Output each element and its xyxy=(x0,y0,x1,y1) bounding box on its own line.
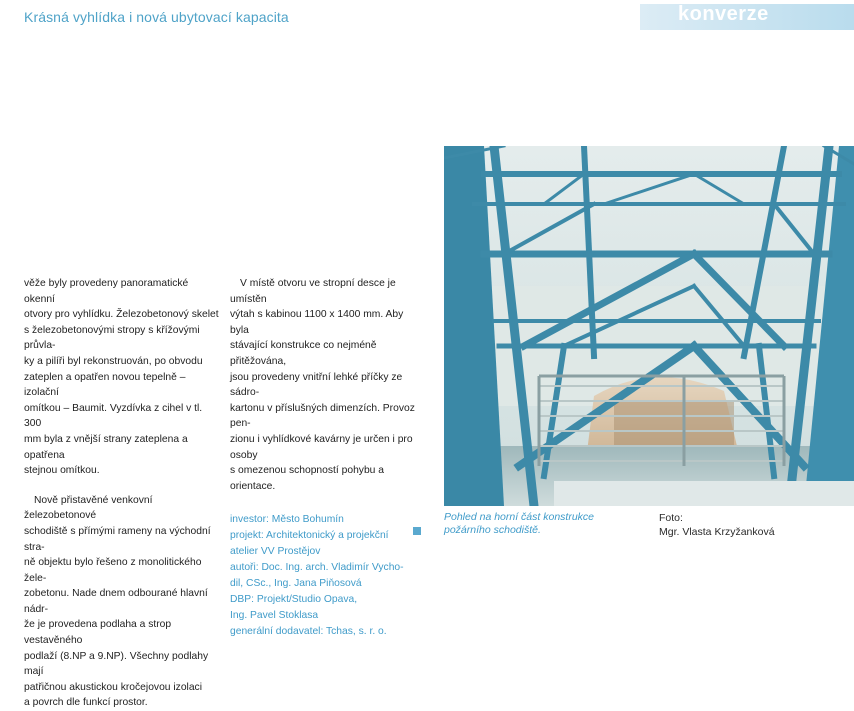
project-credits xyxy=(230,512,420,640)
paragraph-1 xyxy=(24,276,220,479)
credit-line: atelier VV Prostějov xyxy=(230,546,321,558)
caption-line: Pohled na horní část konstrukce xyxy=(444,511,595,523)
text-line: výtah s kabinou 1100 x 1400 mm. Aby byla xyxy=(230,309,404,336)
text-line: Nově přistavěné venkovní železobetonové xyxy=(24,494,153,522)
text-line: s omezenou schopností pohybu a orientace. xyxy=(230,465,384,492)
text-line: a povrch dle funkcí prostor. xyxy=(24,697,148,709)
text-line: patřičnou akustickou kročejovou izolaci xyxy=(24,681,202,693)
photographer-name: Mgr. Vlasta Krzyžanková xyxy=(659,526,775,538)
text-line: zateplen a opatřen novou tepelně – izolační xyxy=(24,371,186,399)
credit-line: dil, CSc., Ing. Jana Piňosová xyxy=(230,578,362,590)
text-line: ky a pilíři byl rekonstruován, po obvodu xyxy=(24,355,203,367)
text-line: V místě otvoru ve stropní desce je umístěn xyxy=(230,278,396,305)
credit-line: generální dodavatel: Tchas, s. r. o. xyxy=(230,626,387,638)
credit-line: DBP: Projekt/Studio Opava, xyxy=(230,594,358,606)
staircase-photo xyxy=(444,146,854,506)
credit-line: autoři: Doc. Ing. arch. Vladimír Vycho- xyxy=(230,562,404,574)
section-tag xyxy=(640,4,854,30)
text-line: omítkou – Baumit. Vyzdívka z cihel v tl. 300 xyxy=(24,402,203,430)
article-title: Krásná vyhlídka i nová ubytovací kapacita xyxy=(24,9,289,25)
text-line: s železobetonovými stropy s křížovými průvla- xyxy=(24,324,200,352)
text-line: jsou provedeny vnitřní lehké příčky ze sádro- xyxy=(230,371,403,399)
text-line: stávající konstrukce co nejméně přitěžována, xyxy=(230,340,377,367)
text-line: kartonu v příslušných dimenzích. Provoz pen- xyxy=(230,402,415,430)
text-column-left xyxy=(24,276,220,711)
caption-line: požárního schodiště. xyxy=(444,524,541,536)
text-line: stejnou omítkou. xyxy=(24,465,100,477)
text-line: ně objektu bylo řešeno z monolitického žele- xyxy=(24,557,202,584)
text-line: zobetonu. Nade dnem odbourané hlavní nádr- xyxy=(24,588,208,615)
text-line: že je provedena podlaha a strop vestavěného xyxy=(24,619,172,647)
end-of-article-mark xyxy=(413,527,421,535)
text-line: schodiště s přímými rameny na východní stra- xyxy=(24,525,211,553)
text-column-middle xyxy=(230,276,420,640)
text-line: podlaží (8.NP a 9.NP). Všechny podlahy mají xyxy=(24,650,209,678)
photo-caption xyxy=(444,511,644,537)
credit-line: projekt: Architektonický a projekční xyxy=(230,530,389,542)
photo-credit xyxy=(659,511,849,539)
text-line: otvory pro vyhlídku. Železobetonový skelet xyxy=(24,309,219,321)
credit-line: Ing. Pavel Stoklasa xyxy=(230,610,319,622)
paragraph-2 xyxy=(24,493,220,711)
credit-line: investor: Město Bohumín xyxy=(230,514,344,526)
text-line: zionu i vyhlídkové kavárny je určen i pro osoby xyxy=(230,433,413,461)
text-line: mm byla z vnější strany zateplena a opatřena xyxy=(24,433,188,461)
credit-label: Foto: xyxy=(659,512,683,524)
text-line: věže byly provedeny panoramatické okenní xyxy=(24,278,189,305)
steel-structure-illustration xyxy=(444,146,854,506)
paragraph-3 xyxy=(230,276,420,494)
section-label: konverze xyxy=(678,3,769,25)
